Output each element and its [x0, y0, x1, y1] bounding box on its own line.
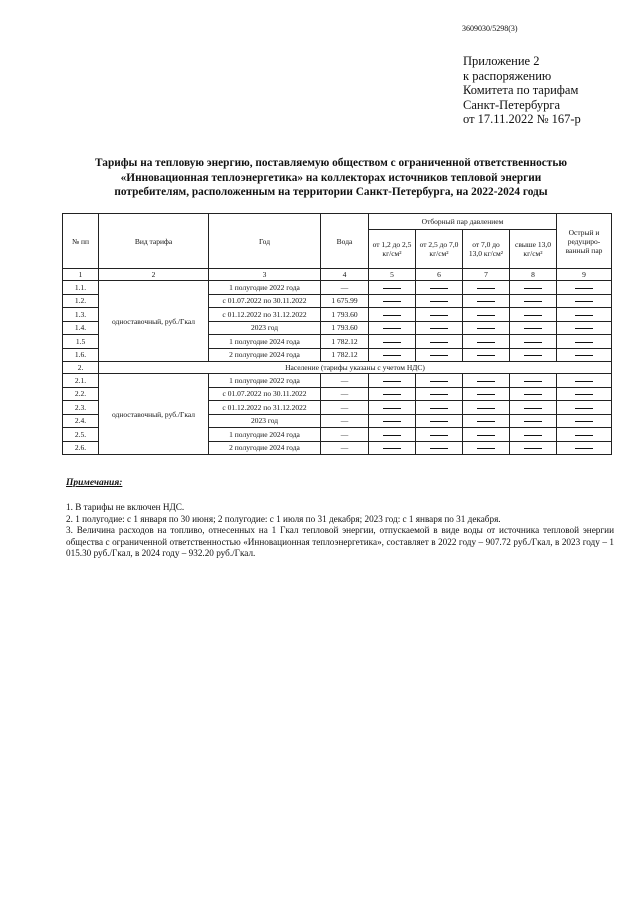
row-water-value: 1 782.12 — [321, 335, 369, 349]
empty-value-cell — [557, 348, 612, 362]
header-water: Вода — [321, 214, 369, 269]
section-num: 2. — [63, 362, 99, 374]
dash-mark — [430, 288, 448, 289]
dash-mark — [524, 301, 542, 302]
dash-mark — [524, 408, 542, 409]
row-num: 2.3. — [63, 401, 99, 415]
row-water-value: — — [321, 441, 369, 455]
row-water-value: — — [321, 281, 369, 295]
table-row — [63, 374, 612, 388]
notes-block — [66, 502, 614, 560]
note-item: 2. 1 полугодие: с 1 января по 30 июня; 2 полугодие: с 1 июля по 31 декабря; 2023 год: с 1 января по 31 декабря. — [66, 513, 501, 524]
empty-value-cell — [416, 321, 463, 335]
dash-mark — [430, 421, 448, 422]
empty-value-cell — [557, 387, 612, 401]
row-year: с 01.07.2022 по 30.11.2022 — [209, 294, 321, 308]
empty-value-cell — [463, 294, 510, 308]
empty-value-cell — [416, 401, 463, 415]
row-water-value: — — [321, 428, 369, 442]
dash-mark — [430, 435, 448, 436]
row-water-value: 1 675.99 — [321, 294, 369, 308]
empty-value-cell — [557, 294, 612, 308]
dash-mark — [477, 394, 495, 395]
title-line: «Инновационная теплоэнергетика» на коллекторах источников тепловой энергии — [120, 171, 542, 184]
dash-mark — [524, 435, 542, 436]
row-water-value: — — [321, 387, 369, 401]
empty-value-cell — [369, 401, 416, 415]
empty-value-cell — [510, 441, 557, 455]
empty-value-cell — [510, 401, 557, 415]
dash-mark — [575, 301, 593, 302]
dash-mark — [477, 355, 495, 356]
tariff-table — [62, 213, 612, 455]
col-number: 4 — [321, 269, 369, 281]
dash-mark — [430, 381, 448, 382]
dash-mark — [575, 328, 593, 329]
empty-value-cell — [416, 335, 463, 349]
appendix-line: от 17.11.2022 № 167-р — [463, 112, 581, 126]
col-number: 1 — [63, 269, 99, 281]
row-num: 1.5 — [63, 335, 99, 349]
empty-value-cell — [369, 281, 416, 295]
dash-mark — [383, 448, 401, 449]
dash-mark — [575, 355, 593, 356]
note-item: 1. В тарифы не включен НДС. — [66, 502, 185, 512]
dash-mark — [524, 394, 542, 395]
empty-value-cell — [557, 308, 612, 322]
empty-value-cell — [463, 335, 510, 349]
empty-value-cell — [510, 281, 557, 295]
empty-value-cell — [463, 414, 510, 428]
row-water-value: 1 793.60 — [321, 321, 369, 335]
dash-mark — [383, 342, 401, 343]
appendix-line: Комитета по тарифам — [463, 83, 579, 97]
dash-mark — [383, 381, 401, 382]
dash-mark — [524, 288, 542, 289]
empty-value-cell — [416, 294, 463, 308]
empty-value-cell — [369, 294, 416, 308]
section-label: Население (тарифы указаны с учетом НДС) — [99, 362, 612, 374]
dash-mark — [383, 408, 401, 409]
appendix-line: к распоряжению — [463, 68, 552, 83]
row-num: 2.6. — [63, 441, 99, 455]
empty-value-cell — [510, 308, 557, 322]
dash-mark — [477, 421, 495, 422]
table-row — [63, 281, 612, 295]
header-tariff-type: Вид тарифа — [99, 214, 209, 269]
row-num: 2.1. — [63, 374, 99, 388]
empty-value-cell — [557, 374, 612, 388]
empty-value-cell — [510, 374, 557, 388]
title-line: Тарифы на тепловую энергию, поставляемую обществом с ограниченной ответственностью — [95, 157, 567, 169]
dash-mark — [430, 301, 448, 302]
row-water-value: — — [321, 374, 369, 388]
dash-mark — [575, 342, 593, 343]
empty-value-cell — [557, 321, 612, 335]
appendix-block — [463, 54, 581, 127]
row-tariff-type: одноставочный, руб./Гкал — [99, 281, 209, 362]
dash-mark — [430, 448, 448, 449]
note-item: 3. Величина расходов на топливо, отнесенных на 1 Гкал тепловой энергии, отпускаемой в виде воды от источника тепловой энергии общества с ограниченной ответственностью «Инновационная теплоэнергетика», составляет в 2022 году – 907.72 руб./Гкал, в 2023 году – 1 015.30 руб./Гкал, в 2024 году – 932.20 руб./Гкал. — [66, 525, 614, 558]
dash-mark — [524, 381, 542, 382]
empty-value-cell — [369, 348, 416, 362]
empty-value-cell — [510, 348, 557, 362]
dash-mark — [575, 408, 593, 409]
empty-value-cell — [463, 441, 510, 455]
dash-mark — [477, 381, 495, 382]
row-year: с 01.07.2022 по 30.11.2022 — [209, 387, 321, 401]
row-water-value: 1 782.12 — [321, 348, 369, 362]
notes-title: Примечания: — [66, 478, 123, 488]
dash-mark — [524, 328, 542, 329]
empty-value-cell — [416, 348, 463, 362]
appendix-line: Приложение 2 — [463, 54, 540, 68]
col-number: 9 — [557, 269, 612, 281]
row-year: 1 полугодие 2022 года — [209, 374, 321, 388]
empty-value-cell — [463, 321, 510, 335]
empty-value-cell — [416, 308, 463, 322]
empty-value-cell — [369, 335, 416, 349]
dash-mark — [383, 435, 401, 436]
header-steam-3: от 7,0 до 13,0 кг/см² — [463, 230, 510, 269]
dash-mark — [430, 408, 448, 409]
header-steam-1: от 1,2 до 2,5 кг/см² — [369, 230, 416, 269]
empty-value-cell — [369, 387, 416, 401]
row-year: 1 полугодие 2024 года — [209, 335, 321, 349]
empty-value-cell — [510, 294, 557, 308]
header-year: Год — [209, 214, 321, 269]
row-num: 1.2. — [63, 294, 99, 308]
row-tariff-type: одноставочный, руб./Гкал — [99, 374, 209, 455]
header-steam-2: от 2,5 до 7,0 кг/см² — [416, 230, 463, 269]
empty-value-cell — [557, 281, 612, 295]
dash-mark — [477, 301, 495, 302]
row-num: 1.4. — [63, 321, 99, 335]
row-num: 1.1. — [63, 281, 99, 295]
empty-value-cell — [463, 387, 510, 401]
empty-value-cell — [369, 321, 416, 335]
dash-mark — [383, 355, 401, 356]
title-line: потребителям, расположенным на территории Санкт-Петербурга, на 2022-2024 годы — [114, 186, 548, 198]
dash-mark — [477, 328, 495, 329]
col-number: 2 — [99, 269, 209, 281]
empty-value-cell — [557, 335, 612, 349]
row-year: 1 полугодие 2022 года — [209, 281, 321, 295]
empty-value-cell — [557, 441, 612, 455]
dash-mark — [430, 328, 448, 329]
col-number: 8 — [510, 269, 557, 281]
empty-value-cell — [463, 308, 510, 322]
header-num: № пп — [63, 214, 99, 269]
dash-mark — [524, 448, 542, 449]
row-year: с 01.12.2022 по 31.12.2022 — [209, 308, 321, 322]
header-sharp-steam: Острый и редуциро-ванный пар — [557, 214, 612, 269]
empty-value-cell — [416, 387, 463, 401]
empty-value-cell — [369, 428, 416, 442]
empty-value-cell — [557, 414, 612, 428]
col-number: 3 — [209, 269, 321, 281]
dash-mark — [430, 315, 448, 316]
row-year: 1 полугодие 2024 года — [209, 428, 321, 442]
dash-mark — [575, 381, 593, 382]
empty-value-cell — [463, 281, 510, 295]
empty-value-cell — [510, 414, 557, 428]
row-year: 2 полугодие 2024 года — [209, 348, 321, 362]
dash-mark — [524, 342, 542, 343]
row-year: 2 полугодие 2024 года — [209, 441, 321, 455]
row-water-value: — — [321, 414, 369, 428]
empty-value-cell — [416, 281, 463, 295]
row-num: 1.6. — [63, 348, 99, 362]
empty-value-cell — [510, 335, 557, 349]
dash-mark — [383, 328, 401, 329]
dash-mark — [524, 315, 542, 316]
empty-value-cell — [369, 441, 416, 455]
empty-value-cell — [463, 401, 510, 415]
col-number: 6 — [416, 269, 463, 281]
dash-mark — [430, 394, 448, 395]
empty-value-cell — [463, 428, 510, 442]
empty-value-cell — [416, 374, 463, 388]
dash-mark — [383, 394, 401, 395]
empty-value-cell — [369, 374, 416, 388]
empty-value-cell — [510, 321, 557, 335]
dash-mark — [524, 421, 542, 422]
dash-mark — [477, 288, 495, 289]
group2-body — [63, 374, 612, 455]
dash-mark — [477, 448, 495, 449]
document-number: 3609030/5298(3) — [462, 24, 518, 33]
dash-mark — [430, 342, 448, 343]
row-num: 1.3. — [63, 308, 99, 322]
dash-mark — [575, 435, 593, 436]
dash-mark — [524, 355, 542, 356]
col-number: 5 — [369, 269, 416, 281]
empty-value-cell — [463, 374, 510, 388]
header-steam-4: свыше 13,0 кг/см² — [510, 230, 557, 269]
dash-mark — [383, 301, 401, 302]
row-year: с 01.12.2022 по 31.12.2022 — [209, 401, 321, 415]
row-year: 2023 год — [209, 414, 321, 428]
dash-mark — [383, 421, 401, 422]
row-water-value: 1 793.60 — [321, 308, 369, 322]
dash-mark — [430, 355, 448, 356]
dash-mark — [383, 315, 401, 316]
row-num: 2.5. — [63, 428, 99, 442]
row-num: 2.2. — [63, 387, 99, 401]
group1-body — [63, 281, 612, 362]
empty-value-cell — [557, 401, 612, 415]
empty-value-cell — [510, 387, 557, 401]
dash-mark — [477, 342, 495, 343]
empty-value-cell — [369, 414, 416, 428]
col-number: 7 — [463, 269, 510, 281]
empty-value-cell — [369, 308, 416, 322]
document-title — [50, 156, 612, 200]
empty-value-cell — [510, 428, 557, 442]
header-steam-group: Отборный пар давлением — [369, 214, 557, 230]
dash-mark — [575, 315, 593, 316]
empty-value-cell — [416, 428, 463, 442]
empty-value-cell — [557, 428, 612, 442]
dash-mark — [477, 408, 495, 409]
appendix-line: Санкт-Петербурга — [463, 97, 561, 112]
dash-mark — [575, 421, 593, 422]
dash-mark — [575, 288, 593, 289]
dash-mark — [575, 448, 593, 449]
dash-mark — [477, 315, 495, 316]
row-year: 2023 год — [209, 321, 321, 335]
row-water-value: — — [321, 401, 369, 415]
empty-value-cell — [416, 441, 463, 455]
empty-value-cell — [416, 414, 463, 428]
dash-mark — [575, 394, 593, 395]
empty-value-cell — [463, 348, 510, 362]
row-num: 2.4. — [63, 414, 99, 428]
dash-mark — [383, 288, 401, 289]
dash-mark — [477, 435, 495, 436]
